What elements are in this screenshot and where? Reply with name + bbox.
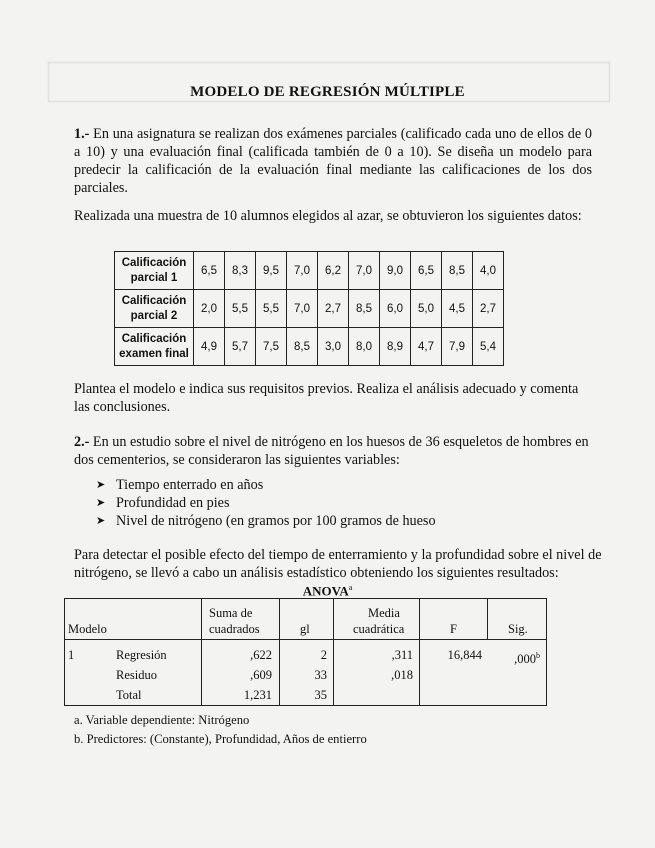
ms-value: ,311 xyxy=(391,648,413,662)
problem-2-statement xyxy=(74,433,594,469)
table-cell: 2,0 xyxy=(194,290,225,328)
anova-col-rule xyxy=(279,598,280,706)
row-header: Calificación parcial 2 xyxy=(115,290,194,328)
page-title: MODELO DE REGRESIÓN MÚLTIPLE xyxy=(190,84,465,100)
anova-note-b: b. Predictores: (Constante), Profundidad, Años de entierro xyxy=(74,732,367,746)
model-number: 1 xyxy=(68,648,75,662)
table-cell: 4,5 xyxy=(442,290,473,328)
grades-table xyxy=(114,251,504,366)
row-label: Residuo xyxy=(116,668,157,682)
table-row xyxy=(115,252,504,290)
table-cell: 8,5 xyxy=(349,290,380,328)
table-cell: 6,5 xyxy=(194,252,225,290)
ss-value: 1,231 xyxy=(243,688,272,702)
anova-col-rule xyxy=(487,598,488,640)
problem-1-number: 1.- xyxy=(74,126,90,142)
header-sig: Sig. xyxy=(508,622,528,636)
table-cell: 9,5 xyxy=(256,252,287,290)
df-value: 35 xyxy=(314,688,327,702)
variable-label: Nivel de nitrógeno (en gramos por 100 gramos de hueso xyxy=(116,513,436,529)
sig-footnote: b xyxy=(536,651,540,660)
table-row xyxy=(115,290,504,328)
problem-1-text: En una asignatura se realizan dos exámenes parciales (calificado cada uno de ellos de 0 a 10) y una evaluación final (calificada también de 0 a 10). Se diseña un modelo para predecir la calificación de la evaluación final mediante las calificaciones de los dos parciales. xyxy=(74,126,592,196)
table-cell: 4,9 xyxy=(194,328,225,366)
table-cell: 5,4 xyxy=(473,328,504,366)
table-cell: 2,7 xyxy=(318,290,349,328)
ss-value: ,622 xyxy=(250,648,272,662)
list-item xyxy=(96,476,436,494)
df-value: 33 xyxy=(314,668,327,682)
arrow-bullet-icon: ➤ xyxy=(96,497,106,509)
table-cell: 6,5 xyxy=(411,252,442,290)
table-cell: 8,9 xyxy=(380,328,411,366)
sig-value xyxy=(490,648,540,667)
table-cell: 5,5 xyxy=(225,290,256,328)
table-cell: 7,9 xyxy=(442,328,473,366)
anova-table xyxy=(64,598,548,706)
row-header: Calificación examen final xyxy=(115,328,194,366)
problem-1-statement xyxy=(74,125,592,197)
list-item xyxy=(96,494,436,512)
problem-2-analysis-text: Para detectar el posible efecto del tiempo de enterramiento y la profundidad sobre el nivel de nitrógeno, se llevó a cabo un análisis estadístico obteniendo los siguientes resultados: xyxy=(74,547,602,581)
table-row xyxy=(115,328,504,366)
problem-2-text: En un estudio sobre el nivel de nitrógeno en los huesos de 36 esqueletos de hombres en dos cementerios, se consideraron las siguientes variables: xyxy=(74,434,589,468)
table-cell: 6,2 xyxy=(318,252,349,290)
variable-label: Profundidad en pies xyxy=(116,495,230,511)
anova-note-a: a. Variable dependiente: Nitrógeno xyxy=(74,713,250,727)
table-cell: 7,5 xyxy=(256,328,287,366)
anova-title xyxy=(0,583,655,599)
df-value: 2 xyxy=(320,648,327,662)
header-suma-de: Suma de xyxy=(209,606,253,620)
list-item xyxy=(96,512,436,530)
header-f: F xyxy=(450,622,457,636)
row-label: Regresión xyxy=(116,648,167,662)
table-cell: 5,7 xyxy=(225,328,256,366)
ss-value: ,609 xyxy=(250,668,272,682)
anova-col-rule xyxy=(333,598,334,706)
anova-col-rule xyxy=(201,598,202,706)
header-gl: gl xyxy=(300,622,310,636)
table-cell: 3,0 xyxy=(318,328,349,366)
row-label: Total xyxy=(116,688,142,702)
table-cell: 8,0 xyxy=(349,328,380,366)
f-value: 16,844 xyxy=(447,648,482,662)
problem-1-sample-text: Realizada una muestra de 10 alumnos elegidos al azar, se obtuvieron los siguientes datos: xyxy=(74,208,582,224)
header-cuadrados: cuadrados xyxy=(209,622,260,636)
variables-list xyxy=(96,476,436,530)
variable-label: Tiempo enterrado en años xyxy=(116,477,264,493)
sig-number: ,000 xyxy=(514,652,536,667)
table-cell: 5,5 xyxy=(256,290,287,328)
table-cell: 8,3 xyxy=(225,252,256,290)
anova-col-rule xyxy=(419,598,420,706)
anova-title-text: ANOVA xyxy=(302,583,349,599)
table-cell: 7,0 xyxy=(349,252,380,290)
problem-2-number: 2.- xyxy=(74,434,90,450)
anova-header-rule xyxy=(64,639,547,640)
table-cell: 8,5 xyxy=(442,252,473,290)
anova-title-footnote: a xyxy=(348,583,353,592)
row-header: Calificación parcial 1 xyxy=(115,252,194,290)
header-cuadratica: cuadrática xyxy=(353,622,405,636)
table-cell: 5,0 xyxy=(411,290,442,328)
table-cell: 2,7 xyxy=(473,290,504,328)
table-cell: 7,0 xyxy=(287,290,318,328)
table-cell: 6,0 xyxy=(380,290,411,328)
table-cell: 7,0 xyxy=(287,252,318,290)
table-cell: 4,7 xyxy=(411,328,442,366)
ms-value: ,018 xyxy=(391,668,413,682)
table-cell: 8,5 xyxy=(287,328,318,366)
arrow-bullet-icon: ➤ xyxy=(96,515,106,527)
arrow-bullet-icon: ➤ xyxy=(96,479,106,491)
header-media: Media xyxy=(368,606,400,620)
table-cell: 9,0 xyxy=(380,252,411,290)
header-modelo: Modelo xyxy=(68,622,107,636)
problem-1-task: Plantea el modelo e indica sus requisitos previos. Realiza el análisis adecuado y comenta las conclusiones. xyxy=(74,381,579,415)
table-cell: 4,0 xyxy=(473,252,504,290)
